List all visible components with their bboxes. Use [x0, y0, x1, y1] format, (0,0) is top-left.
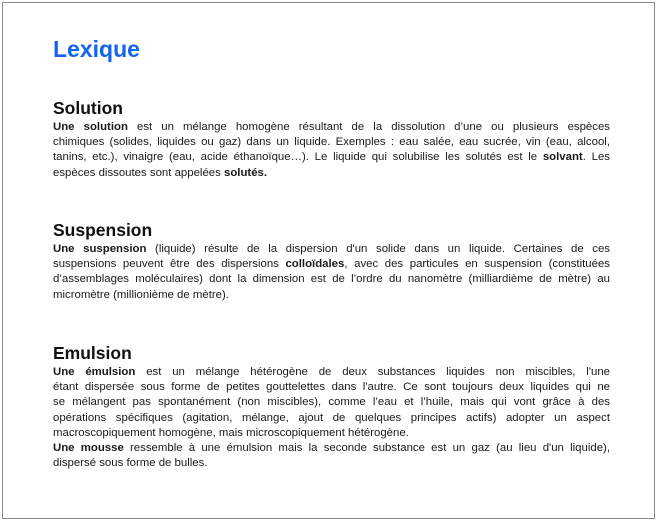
text-run: tanins, etc.), vinaigre (eau, acide éthanoïque…). Le liquide qui solubilise les solutés est le [53, 151, 543, 164]
text-run: ressemble à une émulsion mais la seconde substance est un gaz (au lieu d'un liquide), [123, 442, 610, 455]
bold-term: solutés. [223, 166, 268, 179]
text-line [53, 257, 610, 272]
text-run: micromètre (millionième de mètre). [53, 288, 229, 301]
text-run: (liquide) résulte de la dispersion d'un solide dans un liquide. Certaines de ces [146, 243, 610, 255]
text-run: . Les [582, 151, 610, 164]
text-line [53, 380, 610, 395]
text-run: opérations spécifiques (agitation, mélange, ajout de quelques principes actifs) adopter un aspect [53, 411, 610, 424]
text-run: d’assemblages moléculaires) dont la dimension est de l’ordre du nanomètre (milliardième de mètre) au [53, 273, 610, 286]
text-line [53, 288, 610, 303]
text-line [53, 426, 610, 441]
text-line [53, 411, 610, 426]
heading-suspension: Suspension [53, 220, 153, 240]
paragraph-emulsion [53, 365, 610, 471]
document-page [2, 2, 655, 519]
bold-term: solvant [542, 151, 583, 164]
text-line [53, 135, 610, 150]
bold-term: Une émulsion [53, 366, 136, 378]
heading-solution: Solution [53, 98, 123, 118]
text-line [53, 272, 610, 287]
bold-term: Une suspension [53, 243, 147, 255]
text-line [53, 441, 610, 456]
text-line [53, 242, 610, 257]
bold-term: Une mousse [53, 442, 124, 455]
text-line [53, 365, 610, 380]
text-run: dispersé sous forme de bulles. [53, 457, 208, 470]
text-run: suspensions peuvent être des dispersions [53, 258, 286, 271]
text-line [53, 150, 610, 165]
text-run: est un mélange hétérogène de deux substances liquides non miscibles, l'une [135, 366, 611, 378]
text-run: étant dispersée sous forme de petites gouttelettes dans l'autre. Ce sont toujours deux liquides qui ne [53, 381, 610, 394]
text-line [53, 120, 610, 135]
text-run: , avec des particules en suspension (constituées [344, 258, 610, 271]
document-title: Lexique [53, 36, 140, 62]
text-line [53, 395, 610, 410]
bold-term: Une solution [53, 121, 128, 133]
text-run: espèces dissoutes sont appelées [53, 166, 224, 179]
paragraph-suspension [53, 242, 610, 303]
text-line [53, 456, 610, 471]
bold-term: colloïdales [285, 258, 345, 271]
paragraph-solution [53, 120, 610, 181]
text-run: se mélangent pas spontanément (non miscibles), comme l’eau et l’huile, mais qui vont grâce à des [53, 396, 610, 409]
heading-emulsion: Emulsion [53, 343, 132, 363]
text-run: est un mélange homogène résultant de la dissolution d’une ou plusieurs espèces [127, 121, 610, 133]
text-line [53, 166, 610, 181]
text-run: chimiques (solides, liquides ou gaz) dans un liquide. Exemples : eau salée, eau sucrée, vin (eau, alcool, [53, 136, 610, 149]
text-run: macroscopiquement homogène, mais microscopiquement hétérogène. [53, 426, 409, 439]
